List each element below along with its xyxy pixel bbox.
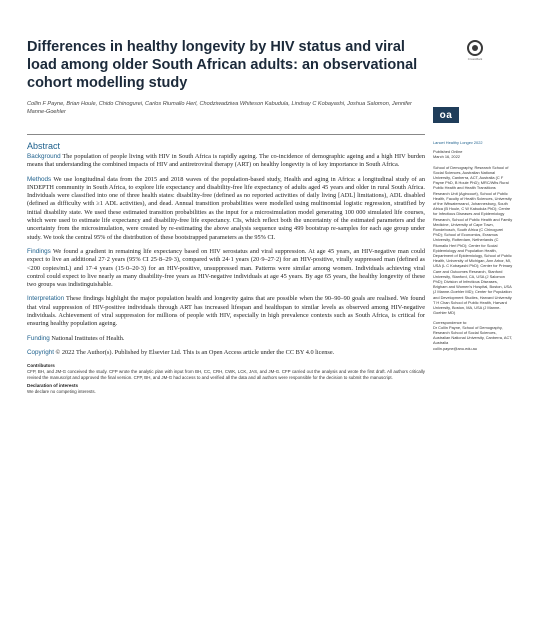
interpretation-text: These findings highlight the major population health and longevity gains that are possible when the 90–90–90 goals are realised. We found that viral suppression of HIV-positive individuals through ART has increased lifespan and healthspan to similar levels as observed among HIV-negative individuals. Achievement of viral suppression for millions of people with HIV, especially in high prevalence contexts such as South Africa, is critical for ensuring healthy population ageing. [27, 295, 426, 328]
background-label: Background [27, 153, 61, 160]
crossmark-icon[interactable] [466, 40, 484, 64]
published-date: March 16, 2022 [433, 154, 461, 160]
findings-label: Findings [27, 247, 51, 255]
affiliations: School of Demography, Research School of Social Sciences, Australian National University, Canberra, ACT, Australia (C F Payne PhD, B Houle PhD); MRC/Wits Rural Public Health and Health Transitions Research Unit (Agincourt), School of Public Health, Faculty of Health Sciences, University of the Witwatersrand, Johannesburg, South Africa (B Houle, C W Kabudula PhD); Centre for Infectious Diseases and Epidemiology Research, School of Public Health and Family Medicine, University of Cape Town, Rondebosch, South Africa (C Chinogurei PhD); School of Economics, Erasmus University, Rotterdam, Netherlands (C Riumallo Herl PhD); Center for Social Epidemiology and Population Health, Department of Epidemiology, School of Public Health, University of Michigan, Ann Arbor, MI, USA (L C Kobayashi PhD); Center for Primary Care and Outcomes Research, Stanford University, Stanford, CA, USA (J Salomon PhD); Division of Infectious Diseases, Brigham and Women's Hospital, Boston, USA (J Manne-Goehler MD); Center for Population and Development Studies, Harvard University T H Chan School of Public Health, Harvard University, Boston, MA, USA (J Manne-Goehler MD) [433, 164, 513, 316]
background-paragraph [27, 153, 425, 170]
abstract-heading: Abstract [27, 141, 61, 151]
contributors-text: CFP, BH, and JM-G conceived the study. CFP wrote the analytic plan with input from BH, CC, CRH, CWK, LCK, JAS, and JM-G. CFP carried out the analysis and wrote the first draft. All authors critically revised the manuscript and approved the final version. CFP, BH, and JM-G had access to and verified all the data and all authors were responsible for the decision to submit the manuscript. [27, 369, 425, 381]
interpretation-label: Interpretation [27, 295, 65, 303]
funding-label: Funding [27, 334, 50, 342]
divider [27, 134, 425, 135]
sidebar-notes [433, 140, 513, 351]
interpretation-paragraph [27, 295, 425, 328]
background-text: The population of people living with HIV in South Africa is rapidly ageing. The co-incidence of demographic ageing and a high HIV burden means that understanding the combined impacts of HIV and antiretroviral therapy (ART) on healthy longevity is of key importance in South Africa. [27, 153, 425, 169]
interests-heading: Declaration of interests [27, 382, 79, 388]
methods-label: Methods [27, 175, 52, 183]
author-list: Collin F Payne, Brian Houle, Chido Chinogurei, Carlos Riumallo Herl, Chodziwadziwa Whiteson Kabudula, Lindsay C Kobayashi, Joshua Salomon, Jennifer Manne-Goehler [27, 101, 412, 115]
correspondence-email[interactable]: collin.payne@anu.edu.au [433, 345, 477, 351]
published-label: Published Online [433, 149, 463, 155]
findings-text: We found a gradient in remaining life expectancy based on HIV serostatus and viral suppression. At age 45 years, an HIV-negative man could expect to live an additional 27·2 years (95% CI 25·8–29·3), compared with 24·1 years (20·9–27·2) for an HIV-positive, virally suppressed man (defined as <200 copies/mL) and 17·4 years (15·0–20·3) for an HIV-positive, unsuppressed man. Patterns were similar among women. Individuals achieving viral control could expect to live nearly as many disability-free years as HIV-negative individuals at age 45 years. By age 65 years, the healthy longevity of these two groups was indistinguishable. [27, 247, 425, 289]
copyright-text: © 2022 The Author(s). Published by Elsevier Ltd. This is an Open Access article under the CC BY 4.0 license. [55, 348, 335, 356]
article-title: Differences in healthy longevity by HIV status and viral load among older South African adults: an observational cohort modelling study [27, 39, 418, 91]
crossmark-label: CrossMark [467, 57, 483, 61]
findings-paragraph [27, 248, 425, 289]
abstract-body [27, 153, 425, 397]
correspondence-text: Dr Collin Payne, School of Demography, Research School of Social Sciences, Australian National University, Canberra, ACT, Australia [433, 324, 513, 346]
interests-text: We declare no competing interests. [27, 388, 96, 394]
copyright-paragraph [27, 349, 425, 357]
contributors-heading: Contributors [27, 363, 55, 369]
copyright-label: Copyright [27, 348, 54, 356]
funding-text: National Institutes of Health. [51, 334, 125, 342]
journal-citation[interactable]: Lancet Healthy Longev 2022 [433, 140, 483, 145]
correspondence-label: Correspondence to: [433, 319, 468, 325]
methods-text: We use longitudinal data from the 2015 and 2018 waves of the population-based study, Health and aging in Africa: a longitudinal study of an INDEPTH community in South Africa, to explore life expectancy and disability-free life expectancy of adults aged 45 years and older in rural South Africa. Individuals were classified into one of three health states: disability-free (defined as no reported activities of daily living [ADL] limitations), ADL disabled (defined as difficulty with ≥1 ADL activities), and dead. Annual transition probabilities were modelled using multinomial logistic regression, stratified by initial disability state. We used these estimated transition probabilities as the input for a microsimulation model generating 100 000 simulated life courses, which were used to estimate life expectancy and disability-free life expectancy. CIs, which reflect both the uncertainty of the estimated parameters and the uncertainty from the microsimulation, were created by re-estimating the above analysis sequence using 499 bootstrap re-samples for each age group under study. We took the central 95% of the distribution of these bootstrapped parameters as the 95% CI. [27, 175, 425, 241]
funding-paragraph [27, 335, 425, 343]
methods-paragraph [27, 176, 425, 242]
open-access-badge: oa [433, 107, 459, 123]
